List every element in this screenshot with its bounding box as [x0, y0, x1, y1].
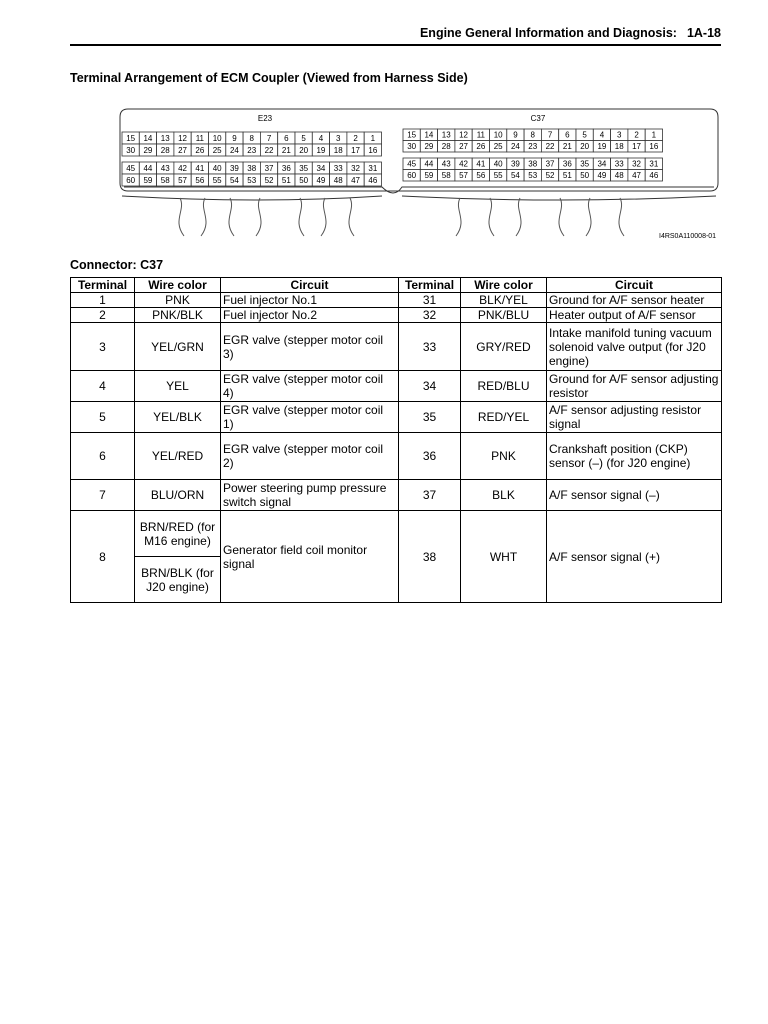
pin-number: 4	[318, 134, 324, 143]
table-row	[71, 402, 722, 433]
wire-color-cell: YEL/GRN	[135, 323, 221, 371]
col-header: Wire color	[461, 278, 547, 293]
col-header: Wire color	[135, 278, 221, 293]
circuit-cell: Ground for A/F sensor adjusting resistor	[547, 371, 722, 402]
circuit-cell: A/F sensor adjusting resistor signal	[547, 402, 722, 433]
pin-number: 53	[247, 176, 257, 185]
pin-number: 40	[212, 164, 222, 173]
pin-number: 42	[459, 159, 469, 169]
pin-number: 6	[565, 130, 570, 140]
circuit-cell: Intake manifold tuning vacuum solenoid valve output (for J20 engine)	[547, 323, 722, 371]
harness-wire	[619, 198, 624, 236]
pin-number: 36	[281, 164, 291, 173]
terminal-cell: 6	[71, 433, 135, 480]
harness-wire	[201, 198, 206, 236]
pin-number: 14	[143, 134, 153, 143]
circuit-cell: Power steering pump pressure switch signal	[221, 480, 399, 511]
table-row	[71, 308, 722, 323]
pin-number: 21	[562, 142, 572, 151]
pin-number: 57	[178, 176, 188, 185]
pin-number: 7	[266, 134, 272, 143]
pin-number: 23	[247, 146, 257, 155]
pin-number: 15	[126, 134, 136, 143]
terminal-cell: 2	[71, 308, 135, 323]
harness-wire	[516, 198, 521, 236]
table-row	[71, 511, 722, 557]
figure-code: I4RS0A110008-01	[659, 233, 717, 240]
figure-title: Terminal Arrangement of ECM Coupler (Viewed from Harness Side)	[70, 71, 468, 85]
wire-color-cell: RED/YEL	[461, 402, 547, 433]
harness-wire	[349, 198, 354, 236]
wire-color-cell: PNK	[461, 433, 547, 480]
pin-number: 58	[160, 176, 170, 185]
harness-wire	[559, 198, 564, 236]
pin-number: 30	[126, 146, 136, 155]
pin-number: 45	[126, 164, 136, 173]
terminal-cell: 5	[71, 402, 135, 433]
pin-number: 17	[632, 142, 642, 151]
terminal-cell: 31	[399, 293, 461, 308]
wire-color-cell: PNK/BLK	[135, 308, 221, 323]
harness-wires	[179, 198, 624, 236]
wire-color-cell: YEL	[135, 371, 221, 402]
pin-number: 1	[370, 134, 376, 143]
pin-number: 27	[459, 142, 469, 151]
terminal-cell: 3	[71, 323, 135, 371]
terminal-table	[70, 277, 722, 603]
coupler-e23-pins	[122, 132, 382, 186]
pin-number: 54	[510, 171, 520, 180]
circuit-cell: Heater output of A/F sensor	[547, 308, 722, 323]
circuit-cell: EGR valve (stepper motor coil 3)	[221, 323, 399, 371]
pin-number: 3	[336, 134, 341, 143]
pin-number: 43	[441, 159, 451, 169]
pin-number: 18	[614, 142, 624, 151]
harness-wire	[256, 198, 261, 236]
pin-number: 12	[459, 130, 469, 140]
wire-color-cell: BRN/BLK (for J20 engine)	[135, 557, 221, 603]
pin-number: 35	[580, 159, 590, 169]
pin-number: 37	[264, 164, 274, 173]
pin-number: 11	[195, 134, 205, 143]
wire-color-cell: YEL/BLK	[135, 402, 221, 433]
pin-number: 6	[284, 134, 289, 143]
pin-number: 7	[547, 130, 553, 140]
pin-number: 58	[441, 171, 451, 180]
col-header: Circuit	[221, 278, 399, 293]
table-row	[71, 323, 722, 371]
col-header: Terminal	[71, 278, 135, 293]
pin-number: 40	[493, 159, 503, 169]
coupler-label-e23: E23	[257, 114, 273, 123]
pin-number: 41	[195, 164, 205, 173]
table-row	[71, 433, 722, 480]
coupler-housing-base	[122, 196, 382, 200]
pin-number: 13	[441, 130, 451, 140]
wire-color-cell: PNK/BLU	[461, 308, 547, 323]
page-number: 1A-18	[686, 26, 721, 40]
circuit-cell: Crankshaft position (CKP) sensor (–) (for J20 engine)	[547, 433, 722, 480]
pin-number: 34	[597, 159, 607, 169]
connector-label: Connector: C37	[70, 258, 164, 272]
terminal-cell: 34	[399, 371, 461, 402]
pin-number: 49	[316, 176, 326, 185]
pin-number: 50	[580, 171, 590, 180]
circuit-cell: EGR valve (stepper motor coil 4)	[221, 371, 399, 402]
pin-number: 60	[126, 176, 136, 185]
pin-number: 12	[178, 134, 188, 143]
pin-number: 51	[281, 176, 291, 185]
pin-number: 24	[510, 142, 520, 151]
pin-number: 45	[407, 159, 417, 169]
pin-number: 51	[562, 171, 572, 180]
pin-number: 56	[476, 171, 486, 180]
pin-number: 57	[459, 171, 469, 180]
pin-number: 39	[510, 159, 520, 169]
pin-number: 29	[143, 146, 153, 155]
pin-number: 30	[407, 142, 417, 151]
wire-color-cell: PNK	[135, 293, 221, 308]
pin-number: 29	[424, 142, 434, 151]
table-row	[71, 293, 722, 308]
pin-number: 26	[195, 146, 205, 155]
pin-number: 38	[528, 159, 538, 169]
pin-number: 23	[528, 142, 538, 151]
ecm-coupler-diagram	[0, 0, 768, 250]
pin-number: 47	[351, 176, 361, 185]
pin-number: 36	[562, 159, 572, 169]
pin-number: 25	[493, 142, 503, 151]
table-header-row	[71, 278, 722, 293]
circuit-cell: Fuel injector No.2	[221, 308, 399, 323]
pin-number: 31	[649, 159, 659, 169]
pin-number: 15	[407, 130, 417, 140]
terminal-cell: 33	[399, 323, 461, 371]
coupler-c37-pins	[403, 129, 663, 181]
coupler-label-c37: C37	[530, 114, 546, 123]
terminal-cell: 35	[399, 402, 461, 433]
pin-number: 22	[545, 142, 555, 151]
pin-number: 60	[407, 171, 417, 180]
pin-number: 9	[513, 130, 518, 140]
pin-number: 20	[299, 146, 309, 155]
pin-number: 25	[212, 146, 222, 155]
harness-wire	[456, 198, 461, 236]
wire-color-cell: BLU/ORN	[135, 480, 221, 511]
terminal-cell: 32	[399, 308, 461, 323]
pin-number: 19	[316, 146, 326, 155]
wire-color-cell: WHT	[461, 511, 547, 603]
pin-number: 34	[316, 164, 326, 173]
pin-number: 59	[143, 176, 153, 185]
harness-wire	[299, 198, 304, 236]
pin-number: 20	[580, 142, 590, 151]
pin-number: 55	[212, 176, 222, 185]
pin-number: 22	[264, 146, 274, 155]
pin-number: 49	[597, 171, 607, 180]
pin-number: 31	[368, 164, 378, 173]
pin-number: 54	[229, 176, 239, 185]
circuit-cell: EGR valve (stepper motor coil 2)	[221, 433, 399, 480]
terminal-cell: 7	[71, 480, 135, 511]
pin-number: 35	[299, 164, 309, 173]
circuit-cell: EGR valve (stepper motor coil 1)	[221, 402, 399, 433]
pin-number: 14	[424, 130, 434, 140]
pin-number: 48	[333, 176, 343, 185]
pin-number: 38	[247, 164, 257, 173]
harness-wire	[489, 198, 494, 236]
harness-wire	[321, 198, 326, 236]
pin-number: 9	[232, 134, 237, 143]
pin-number: 17	[351, 146, 361, 155]
pin-number: 2	[634, 130, 639, 140]
pin-number: 32	[351, 164, 361, 173]
circuit-cell: Fuel injector No.1	[221, 293, 399, 308]
pin-number: 46	[368, 176, 378, 185]
pin-number: 16	[649, 142, 659, 151]
header-section: Engine General Information and Diagnosis:	[419, 26, 677, 40]
terminal-cell: 4	[71, 371, 135, 402]
coupler-housing-lip	[124, 187, 714, 193]
circuit-cell: Ground for A/F sensor heater	[547, 293, 722, 308]
pin-number: 55	[493, 171, 503, 180]
pin-number: 42	[178, 164, 188, 173]
pin-number: 37	[545, 159, 555, 169]
wire-color-cell: BLK/YEL	[461, 293, 547, 308]
pin-number: 48	[614, 171, 624, 180]
pin-number: 8	[249, 134, 254, 143]
pin-number: 47	[632, 171, 642, 180]
pin-number: 10	[212, 134, 222, 143]
pin-number: 44	[424, 159, 434, 169]
pin-number: 26	[476, 142, 486, 151]
harness-wire	[586, 198, 591, 236]
pin-number: 44	[143, 164, 153, 173]
harness-wire	[229, 198, 234, 236]
pin-number: 53	[528, 171, 538, 180]
pin-number: 1	[651, 130, 657, 140]
terminal-cell: 38	[399, 511, 461, 603]
pin-number: 32	[632, 159, 642, 169]
coupler-housing-base	[402, 196, 716, 200]
pin-number: 24	[229, 146, 239, 155]
harness-wire	[179, 198, 184, 236]
wire-color-cell: RED/BLU	[461, 371, 547, 402]
pin-number: 8	[530, 130, 535, 140]
pin-number: 27	[178, 146, 188, 155]
pin-number: 3	[617, 130, 622, 140]
terminal-cell: 8	[71, 511, 135, 603]
col-header: Circuit	[547, 278, 722, 293]
pin-number: 59	[424, 171, 434, 180]
wire-color-cell: BLK	[461, 480, 547, 511]
pin-number: 5	[582, 130, 587, 140]
pin-number: 19	[597, 142, 607, 151]
pin-number: 41	[476, 159, 486, 169]
pin-number: 16	[368, 146, 378, 155]
pin-number: 5	[301, 134, 306, 143]
pin-number: 39	[229, 164, 239, 173]
pin-number: 33	[614, 159, 624, 169]
pin-number: 33	[333, 164, 343, 173]
pin-number: 52	[545, 171, 555, 180]
pin-number: 13	[160, 134, 170, 143]
pin-number: 46	[649, 171, 659, 180]
terminal-cell: 36	[399, 433, 461, 480]
pin-number: 28	[160, 146, 170, 155]
pin-number: 43	[160, 164, 170, 173]
circuit-cell: Generator field coil monitor signal	[221, 511, 399, 603]
circuit-cell: A/F sensor signal (+)	[547, 511, 722, 603]
pin-number: 28	[441, 142, 451, 151]
pin-number: 21	[281, 146, 291, 155]
circuit-cell: A/F sensor signal (–)	[547, 480, 722, 511]
pin-number: 52	[264, 176, 274, 185]
pin-number: 2	[353, 134, 358, 143]
terminal-cell: 1	[71, 293, 135, 308]
pin-number: 10	[493, 130, 503, 140]
table-row	[71, 371, 722, 402]
pin-number: 11	[476, 130, 486, 140]
pin-number: 18	[333, 146, 343, 155]
pin-number: 4	[599, 130, 605, 140]
pin-number: 56	[195, 176, 205, 185]
col-header: Terminal	[399, 278, 461, 293]
terminal-cell: 37	[399, 480, 461, 511]
table-row	[71, 480, 722, 511]
pin-number: 50	[299, 176, 309, 185]
wire-color-cell: BRN/RED (for M16 engine)	[135, 511, 221, 557]
wire-color-cell: GRY/RED	[461, 323, 547, 371]
wire-color-cell: YEL/RED	[135, 433, 221, 480]
